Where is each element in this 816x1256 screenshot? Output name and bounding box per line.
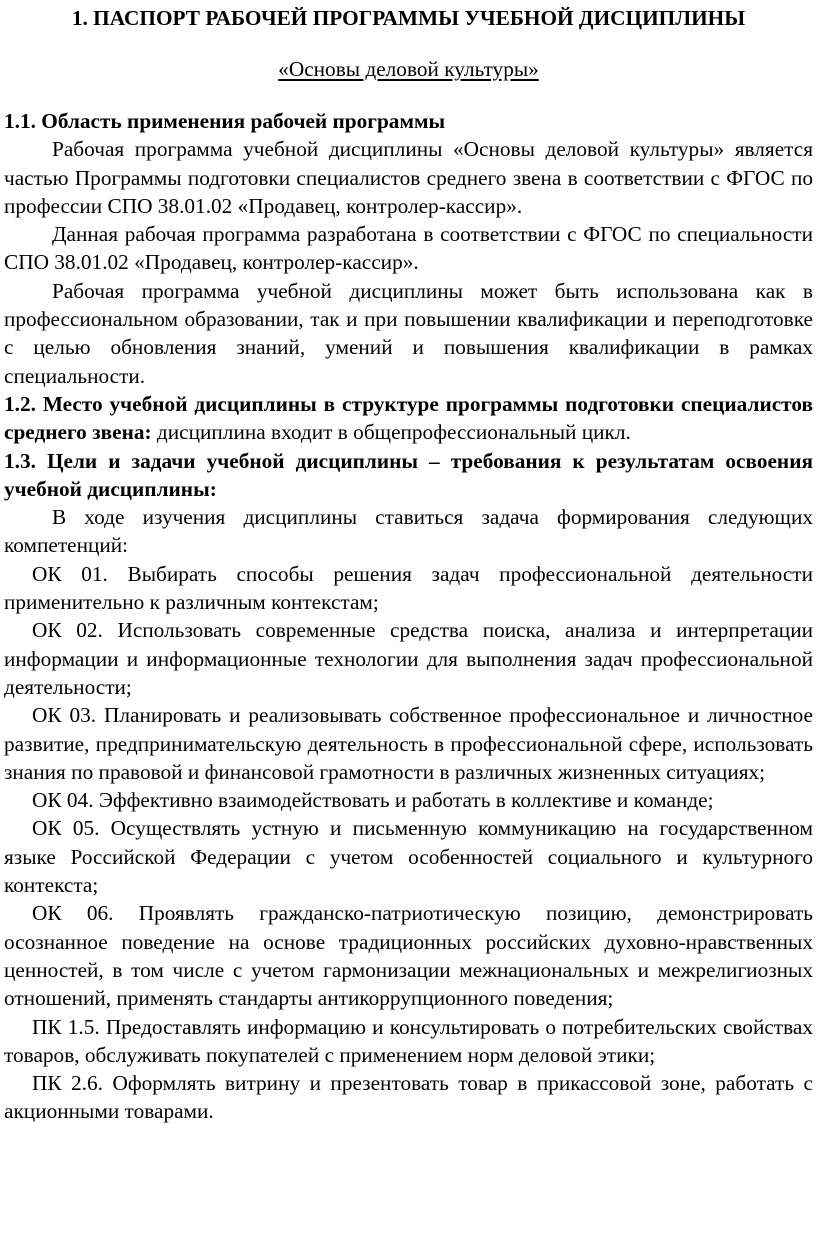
discipline-name: «Основы деловой культуры»	[278, 57, 539, 81]
competency-ok-03: ОК 03. Планировать и реализовывать собственное профессиональное и личностное развитие, предпринимательскую деятельность в профессиональной сфере, использовать знания по правовой и финансовой грамотности в различных жизненных ситуациях;	[4, 703, 813, 784]
competency-ok-06: ОК 06. Проявлять гражданско-патриотическую позицию, демонстрировать осознанное поведение на основе традиционных российских духовно-нравственных ценностей, в том числе с учетом гармонизации межнациональных и межрелигиозных отношений, применять стандарты антикоррупционного поведения;	[4, 901, 813, 1011]
section-1-2	[4, 390, 813, 447]
competency-ok-01: ОК 01. Выбирать способы решения задач профессиональной деятельности применительно к различным контекстам;	[4, 561, 813, 615]
competency-ok-05: ОК 05. Осуществлять устную и письменную коммуникацию на государственном языке Российской Федерации с учетом особенностей социального и культурного контекста;	[4, 816, 813, 898]
competency-ok-04: ОК 04. Эффективно взаимодействовать и работать в коллективе и команде;	[32, 788, 714, 813]
section-1-3-intro: В ходе изучения дисциплины ставиться задача формирования следующих компетенций:	[4, 505, 813, 558]
section-1-1-paragraph-3: Рабочая программа учебной дисциплины может быть использована как в профессиональном образовании, так и при повышении квалификации и переподготовке с целью обновления знаний, умений и повышения квалификации в рамках специальности.	[4, 278, 813, 388]
section-1-1-heading: 1.1. Область применения рабочей программы	[4, 109, 446, 133]
section-1-1-paragraph-1: Рабочая программа учебной дисциплины «Основы деловой культуры» является частью Программы подготовки специалистов среднего звена в соответствии с ФГОС по профессии СПО 38.01.02 «Продавец, контролер-кассир».	[4, 137, 813, 218]
document-title: 1. ПАСПОРТ РАБОЧЕЙ ПРОГРАММЫ УЧЕБНОЙ ДИСЦИПЛИНЫ	[71, 6, 746, 30]
section-1-2-heading: 1.2. Место учебной дисциплины в структуре программы подготовки специалистов среднего звена:	[4, 391, 813, 445]
section-1-1-paragraph-2: Данная рабочая программа разработана в соответствии с ФГОС по специальности СПО 38.01.02 «Продавец, контролер-кассир».	[4, 222, 813, 275]
section-1-2-text: дисциплина входит в общепрофессиональный цикл.	[151, 420, 631, 445]
section-1-3-heading: 1.3. Цели и задачи учебной дисциплины – требования к результатам освоения учебной дисциплины:	[4, 448, 813, 501]
competency-pk-2-6: ПК 2.6. Оформлять витрину и презентовать товар в прикассовой зоне, работать с акционными товарами.	[4, 1071, 813, 1124]
competency-ok-02: ОК 02. Использовать современные средства поиска, анализа и интерпретации информации и информационные технологии для выполнения задач профессиональной деятельности;	[4, 618, 813, 699]
competency-pk-1-5: ПК 1.5. Предоставлять информацию и консультировать о потребительских свойствах товаров, обслуживать покупателей с применением норм деловой этики;	[4, 1014, 813, 1067]
